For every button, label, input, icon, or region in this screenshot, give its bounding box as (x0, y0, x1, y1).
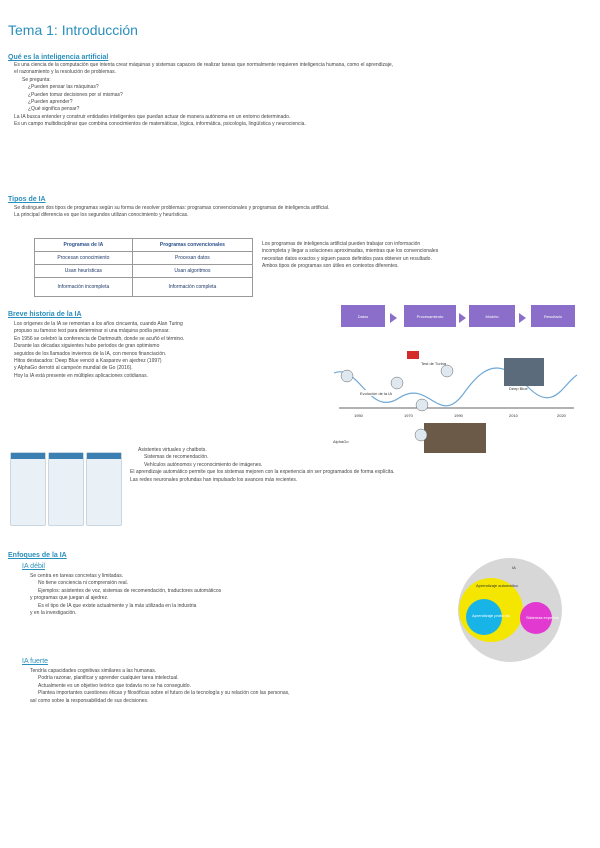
table-cell: Información completa (132, 278, 252, 297)
arrow-right-icon (459, 313, 466, 323)
phone-header (87, 453, 121, 459)
venn-label: Sistemas expertos (526, 615, 559, 620)
weak-ai-body (30, 573, 430, 617)
venn-label: Aprendizaje profundo (472, 613, 511, 618)
text-line: ¿Pueden tomar decisiones por sí mismas? (28, 91, 123, 98)
table-row (35, 278, 253, 297)
text-line: y AlphaGo derrotó al campeón mundial de Go (2016). (14, 365, 133, 372)
text-line: Se distinguen dos tipos de programas según su forma de resolver problemas: programas convencionales y programas de inteligencia artificial. (14, 205, 330, 211)
text-line: el razonamiento y la resolución de problemas. (14, 69, 116, 76)
event-node (441, 365, 453, 377)
list-item: Asistentes virtuales y chatbots. (138, 447, 207, 453)
text-line: Actualmente es un objetivo teórico que todavía no se ha conseguido. (38, 682, 191, 689)
history-extra (130, 447, 590, 484)
text-line: Podría razonar, planificar y aprender cualquier tarea intelectual. (38, 675, 179, 682)
flow-step: Modelo (469, 305, 515, 327)
section-heading-approaches: Enfoques de la IA (8, 552, 67, 559)
arrow-right-icon (390, 313, 397, 323)
text-line: ¿Pueden aprender? (28, 99, 73, 106)
event-node (341, 370, 353, 382)
text-line: propuso su famoso test para determinar si una máquina podía pensar. (14, 328, 170, 335)
section-heading-history: Breve historia de la IA (8, 311, 82, 318)
text-line: seguidos de los llamados inviernos de la IA, con menos financiación. (14, 350, 167, 357)
phone-header (49, 453, 83, 459)
text-line: No tiene conciencia ni comprensión real. (38, 580, 129, 587)
history-timeline (329, 343, 581, 455)
text-line: La IA busca entender y construir entidades inteligentes que puedan actuar de manera autónoma en un entorno determinado. (14, 113, 291, 120)
text-line: Tendría capacidades cognitivas similares a las humanas. (30, 668, 157, 674)
text-line: ¿Qué significa pensar? (28, 106, 80, 113)
tick-label: 1950 (354, 413, 363, 418)
text-line: Las redes neuronales profundas han impulsado los avances más recientes. (130, 476, 298, 483)
table-row (35, 265, 253, 278)
text-line: La principal diferencia es que los segundos utilizan conocimiento y heurísticas. (14, 212, 189, 219)
text-line: Ambos tipos de programas son útiles en contextos diferentes. (262, 263, 399, 270)
event-node (391, 377, 403, 389)
venn-label: Aprendizaje automático (476, 583, 518, 588)
event-label: Test de Turing (421, 361, 447, 366)
section-body-ia (14, 62, 584, 129)
text-line: Hitos destacados: Deep Blue venció a Kasparov en ajedrez (1997) (14, 358, 162, 365)
phone-screenshot (48, 452, 84, 526)
text-line: Plantea importantes cuestiones éticas y filosóficas sobre el futuro de la tecnología y su relación con las personas, (38, 690, 290, 697)
list-item: Sistemas de recomendación. (144, 454, 209, 461)
table-cell: Procesan datos (132, 252, 252, 265)
tick-label: 1970 (404, 413, 413, 418)
table-cell: Procesan conocimiento (35, 252, 133, 265)
text-line: El aprendizaje automático permite que los sistemas mejoren con la experiencia sin ser programados de forma explícita. (130, 469, 395, 476)
logo-mark (407, 351, 419, 359)
table-header-cell: Programas convencionales (132, 239, 252, 252)
phone-screenshot (86, 452, 122, 526)
text-line: Los orígenes de la IA se remontan a los años cincuenta, cuando Alan Turing (14, 321, 183, 327)
subheading-weak-ai: IA débil (22, 563, 45, 570)
section-heading-types: Tipos de IA (8, 196, 46, 203)
subheading-strong-ai: IA fuerte (22, 658, 49, 665)
venn-label: IA (512, 565, 516, 570)
text-line: así como sobre la responsabilidad de sus decisiones. (30, 697, 149, 704)
event-label: AlphaGo (333, 439, 349, 444)
phone-header (11, 453, 45, 459)
text-line: En 1956 se celebró la conferencia de Dartmouth, donde se acuñó el término. (14, 335, 185, 342)
flow-step: Procesamiento (404, 305, 456, 327)
text-line: Es el tipo de IA que existe actualmente y la más utilizada en la industria (38, 602, 197, 609)
text-line: Se centra en tareas concretas y limitadas. (30, 573, 124, 579)
arrow-right-icon (519, 313, 526, 323)
text-line: Se pregunta: (22, 76, 51, 83)
event-label: Deep Blue (509, 386, 528, 391)
timeline-label: Evolución de la IA (360, 391, 393, 396)
table-header-cell: Programas de IA (35, 239, 133, 252)
tick-label: 2020 (557, 413, 566, 418)
list-item: Vehículos autónomos y reconocimiento de imágenes. (144, 461, 263, 468)
text-line: y en la investigación. (30, 610, 77, 617)
phone-screenshot (10, 452, 46, 526)
text-line: y programas que juegan al ajedrez. (30, 595, 109, 602)
types-side-text (262, 241, 587, 271)
table-row (35, 252, 253, 265)
table-cell: Información incompleta (35, 278, 133, 297)
event-node (416, 399, 428, 411)
page-title: Tema 1: Introducción (8, 22, 138, 38)
tick-label: 1990 (454, 413, 463, 418)
comparison-table (34, 238, 253, 297)
text-line: Es un campo multidisciplinar que combina conocimientos de matemáticas, lógica, informática, psicología, lingüística y neurociencia. (14, 121, 306, 128)
photo-placeholder (504, 358, 544, 386)
flow-step: Datos (341, 305, 385, 327)
tick-label: 2010 (509, 413, 518, 418)
section-body-history (14, 321, 334, 380)
event-node (415, 429, 427, 441)
text-line: ¿Pueden pensar las máquinas? (28, 84, 99, 91)
table-header-row (35, 239, 253, 252)
table-cell: Usan heurísticas (35, 265, 133, 278)
text-line: Durante las décadas siguientes hubo periodos de gran optimismo (14, 343, 160, 350)
section-heading-ia: Qué es la inteligencia artificial (8, 54, 109, 61)
text-line: Ejemplos: asistentes de voz, sistemas de recomendación, traductores automáticos (38, 587, 222, 594)
ai-venn-diagram (448, 555, 572, 665)
text-line: incompleta y llegar a soluciones aproximadas, mientras que los convencionales (262, 248, 439, 255)
text-line: Hoy la IA está presente en múltiples aplicaciones cotidianas. (14, 372, 148, 379)
flow-step: Resultado (531, 305, 575, 327)
text-line: Los programas de inteligencia artificial pueden trabajar con información (262, 241, 421, 247)
strong-ai-body (30, 668, 585, 705)
text-line: Es una ciencia de la computación que intenta crear máquinas y sistemas capaces de realizar tareas que normalmente requieren inteligencia humana, como el aprendizaje, (14, 62, 394, 68)
section-body-types (14, 205, 584, 220)
text-line: necesitan datos exactos y siguen pasos definidos para obtener un resultado. (262, 255, 432, 262)
table-cell: Usan algoritmos (132, 265, 252, 278)
